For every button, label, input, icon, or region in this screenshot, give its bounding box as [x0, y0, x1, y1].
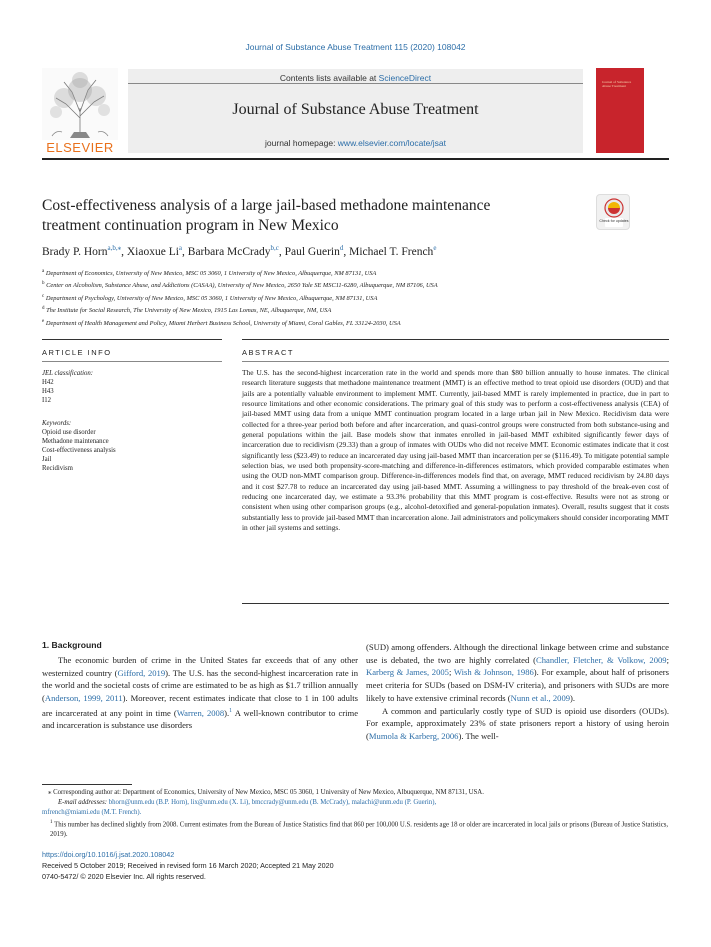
abstract-heading: ABSTRACT — [242, 348, 295, 357]
article-info-rule — [42, 339, 222, 340]
corresponding-note: ⁎ Corresponding author at: Department of Economics, University of New Mexico, MSC 05 3060, 1 University of New Mexico, Albuquerque, NM 87131, USA. — [48, 789, 484, 796]
contents-line — [128, 73, 583, 83]
journal-reference[interactable]: Journal of Substance Abuse Treatment 115 (2020) 108042 — [245, 42, 466, 52]
header-rule — [42, 158, 669, 160]
text: (SUD) among offenders. Although the directional linkage between crime and substance use is debated, the two are highly correlated ( — [366, 642, 669, 665]
citation-link[interactable]: Chandler, Fletcher, & Volkow, 2009 — [536, 654, 667, 665]
email-label: E-mail addresses: — [58, 799, 108, 806]
email-links[interactable]: bhorn@unm.edu (B.P. Horn), lix@unm.edu (X. Li), bmccrady@unm.edu (B. McCrady), malachi@unm.edu (P. Guerin), — [108, 799, 437, 806]
footnote-rule — [42, 784, 132, 785]
jel-codes — [42, 378, 222, 405]
affiliation — [42, 292, 669, 304]
affiliation — [42, 279, 669, 291]
article-info — [42, 369, 222, 473]
doi-link[interactable]: https://doi.org/10.1016/j.jsat.2020.108042 — [42, 850, 175, 859]
article-info-subrule — [42, 361, 222, 362]
keyword: Jail — [42, 456, 52, 463]
abstract-subrule — [242, 361, 669, 362]
affiliation — [42, 317, 669, 329]
affiliation-text: Department of Economics, University of New Mexico, MSC 05 3060, 1 University of New Mexico, Albuquerque, NM 87131, USA — [44, 270, 377, 278]
affiliation-text: Department of Health Management and Policy, Miami Herbert Business School, University of Miami, Coral Gables, FL 33124-2030, USA — [44, 319, 401, 327]
footnote-1 — [42, 818, 669, 840]
affiliation-text: Department of Psychology, University of New Mexico, MSC 05 3060, 1 University of New Mexico, Albuquerque, NM 87131, USA — [44, 294, 378, 302]
author-separator: , — [278, 245, 285, 258]
received-dates: Received 5 October 2019; Received in revised form 16 March 2020; Accepted 21 May 2020 — [42, 861, 334, 870]
text: ). — [570, 692, 576, 703]
citation-link[interactable]: Gifford, 2019 — [117, 667, 166, 678]
homepage-link[interactable]: www.elsevier.com/locate/jsat — [337, 138, 446, 148]
keywords-label: Keywords: — [42, 420, 72, 427]
text: The economic burden of crime in the United States far exceeds that of any other westernized country ( — [42, 655, 358, 678]
text: ). Moreover, recent estimates indicate that close to 1 in 100 adults are incarcerated at any point in time ( — [42, 693, 358, 718]
author-name[interactable]: Paul Guerin — [284, 245, 340, 258]
affiliation-marker: a — [42, 269, 45, 274]
check-for-updates-button[interactable] — [596, 194, 630, 230]
author-separator: , — [182, 245, 188, 258]
affiliation-marker: c — [42, 293, 45, 299]
author-affiliation-marker[interactable]: a — [178, 244, 183, 252]
text: ). For example, about half of prisoners meet criteria for SUDs (based on DSM-IV criteria), and prisoners with SUDs are more likely to have extensive criminal records ( — [366, 667, 670, 703]
journal-name: Journal of Substance Abuse Treatment — [232, 101, 479, 118]
citation-link[interactable]: Anderson, 1999, 2011 — [44, 693, 123, 704]
text: ). — [224, 707, 230, 718]
text: ). The U.S. has the second-highest incarceration rate in the world and the societal costs of crime are estimated to be as high as $1.7 trillion annually ( — [42, 667, 358, 704]
author-affiliation-marker[interactable]: d — [339, 244, 344, 252]
citation-link[interactable]: Karberg & James, 2005 — [366, 667, 449, 678]
text: A well-known contributor to crime and incarceration is substance use disorders — [42, 707, 359, 731]
keyword-list — [42, 428, 222, 473]
banner-divider — [128, 83, 583, 84]
keyword: Cost-effectiveness analysis — [42, 447, 116, 454]
text: ; — [448, 667, 454, 678]
jel-label: JEL classification: — [42, 370, 94, 377]
text: A common and particularly costly type of SUD is opioid use disorders (OUDs). For example, approximately 23% of state prisoners report a history of using heroin ( — [366, 705, 669, 741]
citation-link[interactable]: Wish & Johnson, 1986 — [453, 667, 534, 678]
keyword: Opioid use disorder — [42, 429, 96, 436]
citation-link[interactable]: Warren, 2008 — [176, 707, 225, 718]
crossmark-label: Check for updates — [599, 219, 629, 223]
affiliation-marker: e — [42, 318, 45, 324]
email-line — [42, 798, 669, 808]
text: ). The well- — [458, 730, 499, 741]
journal-homepage — [128, 138, 583, 148]
paragraph — [366, 705, 669, 743]
abstract-text: The U.S. has the second-highest incarceration rate in the world and spends more than $80 billion annually to house inmates. The clinical research literature suggests that methadone maintenance treatment (MMT) is an effective method to treat opioid use disorders (OUD) and that jails are a potentially valuable environment to implement MMT. Currently, jail-based MMT is rarely implemented in practice, due in part to resource limitations and other economic considerations. The primary goal of this study was to perform a cost-effectiveness analysis (CEA) of jail-based MMT using data from a unique MMT continuation program located in a large urban jail in New Mexico. Recidivism data were collected for a three-year period both before and after incarceration, and quasi-control groups were constructed from both substance-using and general populations within the jail. Base models show that inmates enrolled in jail-based MMT exhibited significantly fewer days of incarceration due to recidivism (29.33) than a group of inmates with OUDs who did not receive MMT. Economic estimates indicate that it cost significantly less ($23.49) to reduce an incarcerated day using jail-based MMT than incarceration per se ($116.49). To mitigate potential sample selection bias, we used both propensity-score-matching and difference-in-differences estimators, which provided comparable estimates when using the OUD non-MMT comparison group. Difference-in-differences models find that, on average, MMT reduced recidivism by 24.80 days and it cost $27.78 to reduce an incarcerated day using jail-based MMT. Assuming a willingness to pay threshold of the break-even cost of reducing one incarcerated day, we estimate a 93.3% probability that this MMT program is cost-effective. Results were not as strong or consistent when using other comparison groups (e.g., alcohol-detoxified and general-population inmates). Overall, results suggest that it costs substantially less to provide jail-based MMT than incarceration alone. Jail administrators and policymakers should consider incorporating MMT in other jail systems and settings. — [242, 368, 669, 533]
affiliation — [42, 267, 669, 279]
author-name[interactable]: Brady P. Horn — [42, 245, 108, 258]
journal-cover-image[interactable] — [596, 68, 644, 153]
article-title — [42, 196, 582, 236]
abstract-bottom-rule — [242, 603, 669, 604]
copyright: 0740-5472/ © 2020 Elsevier Inc. All rights reserved. — [42, 872, 206, 881]
author-separator: , — [121, 245, 127, 258]
author-list — [42, 244, 662, 258]
jel-code: H43 — [42, 388, 54, 395]
homepage-prefix: journal homepage: — [265, 138, 338, 148]
title-line-2: treatment continuation program in New Mexico — [42, 217, 339, 234]
footnotes — [42, 788, 669, 840]
contents-prefix: Contents lists available at — [279, 73, 379, 83]
body-left-column — [42, 654, 358, 732]
author-name[interactable]: Xiaoxue Li — [126, 245, 179, 258]
author-name[interactable]: Barbara McCrady — [187, 245, 271, 258]
crossmark-icon — [597, 195, 631, 231]
paragraph — [366, 641, 669, 705]
keyword: Methadone maintenance — [42, 438, 109, 445]
jel-code: I12 — [42, 397, 52, 404]
text: ; — [666, 654, 669, 665]
email-line-2 — [42, 808, 669, 818]
author-affiliation-marker[interactable]: b,c — [270, 244, 279, 252]
article-info-heading: ARTICLE INFO — [42, 348, 112, 357]
affiliation-text: Center on Alcoholism, Substance Abuse, and Addictions (CASAA), University of New Mexico, 2650 Yale SE MSC11-6280, Albuquerque, NM 87106, USA — [44, 282, 438, 290]
affiliation-list — [42, 267, 669, 329]
keyword: Recidivism — [42, 465, 73, 472]
citation-link[interactable]: Mumola & Karberg, 2006 — [368, 730, 459, 741]
affiliation-marker: b — [42, 281, 45, 287]
publisher-name: ELSEVIER — [46, 140, 114, 155]
author-name[interactable]: Michael T. French — [349, 245, 434, 258]
footnote-number: 1 — [50, 820, 53, 825]
email-links[interactable]: mfrench@miami.edu (M.T. French). — [42, 809, 142, 816]
jel-code: H42 — [42, 379, 54, 386]
affiliation — [42, 304, 669, 316]
sciencedirect-link[interactable]: ScienceDirect — [378, 73, 432, 83]
body-right-column — [366, 641, 669, 743]
author-affiliation-marker[interactable]: e — [433, 244, 437, 252]
title-line-1: Cost-effectiveness analysis of a large jail-based methadone maintenance — [42, 197, 491, 214]
footnote-ref[interactable]: 1 — [229, 707, 233, 714]
cover-title: Journal of Substance Abuse Treatment — [602, 80, 632, 89]
paragraph — [42, 654, 358, 732]
text: Corresponding author at: Department of Economics, University of New Mexico, MSC 05 3060, 1 University of New Mexico, Albuquerque, NM 87131, USA. — [53, 789, 484, 796]
section-heading-background: 1. Background — [42, 640, 102, 650]
abstract-rule — [242, 339, 669, 340]
text: This number has declined slightly from 2008. Current estimates from the Bureau of Justice Statistics find that 860 per 100,000 U.S. residents age 18 or older are incarcerated in local jails or prisons (Bureau of Justice Statistics, 2019). — [50, 821, 669, 839]
author-affiliation-marker[interactable]: a,b,⁎ — [107, 244, 122, 252]
affiliation-marker: d — [42, 306, 45, 312]
affiliation-text: The Institute for Social Research, The University of New Mexico, 1915 Las Lomas, NE, Albuquerque, NM, USA — [44, 307, 332, 315]
citation-link[interactable]: Nunn et al., 2009 — [510, 692, 571, 703]
author-separator: , — [343, 245, 350, 258]
